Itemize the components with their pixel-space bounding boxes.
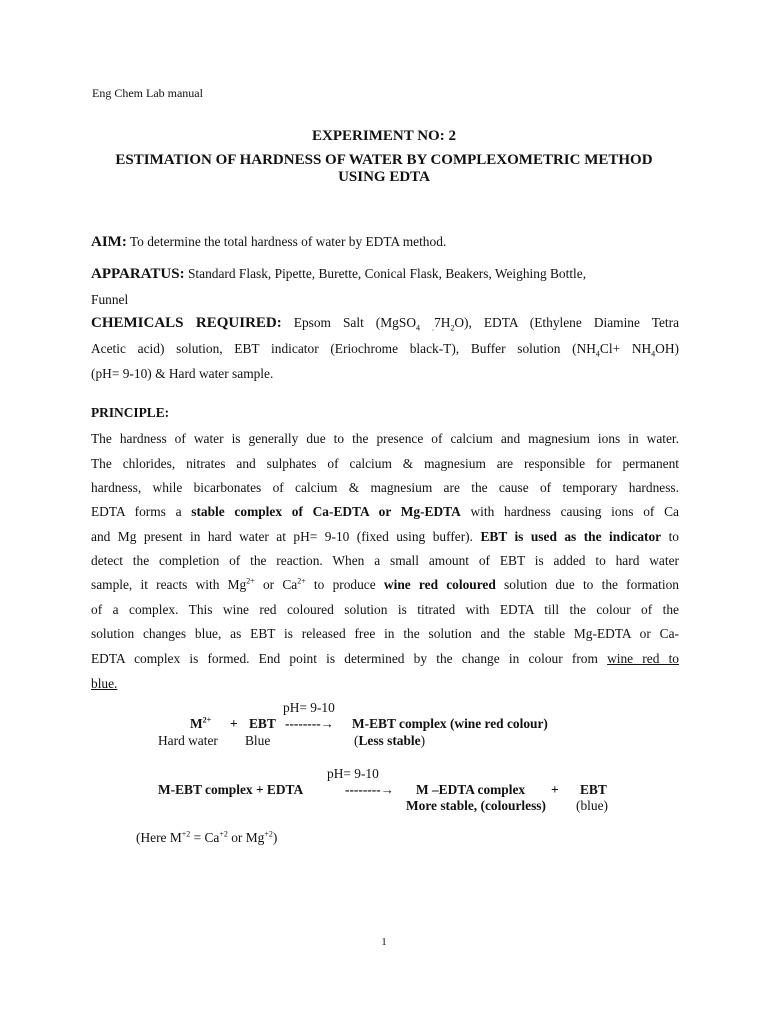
reaction-2-arrow: --------→ (345, 782, 395, 797)
chemicals-label: CHEMICALS REQUIRED: (91, 315, 282, 331)
apparatus-text-cont: Funnel (91, 292, 129, 307)
principle-line: solution changes blue, as EBT is released free in the solution and the stable Mg-EDTA or Ca- (91, 626, 679, 641)
apparatus-section (91, 266, 679, 283)
chemicals-section: CHEMICALS REQUIRED: Epsom Salt (MgSO$_4$ $_.7H_2O$), EDTA (Ethylene Diamine Tetra (91, 315, 680, 333)
principle-line: EDTA complex is formed. End point is determined by the change in colour from wine red to (91, 651, 680, 666)
reaction-1-product: M-EBT complex (wine red colour) (352, 716, 548, 731)
apparatus-label: APPARATUS: (91, 266, 185, 282)
title-line-1: ESTIMATION OF HARDNESS OF WATER BY COMPLEXOMETRIC METHOD (115, 152, 653, 168)
title-line-2: USING EDTA (338, 169, 430, 185)
reaction-1-ebt: EBT (249, 716, 276, 731)
reaction-2-reactants: M-EBT complex + EDTA (158, 782, 304, 797)
indicator-highlight: EBT is used as the indicator (480, 529, 662, 544)
aim-label: AIM: (91, 234, 127, 250)
principle-line: and Mg present in hard water at pH= 9-10 (fixed using buffer). EBT is used as the indicator to (91, 529, 679, 544)
experiment-title (0, 152, 768, 186)
chemicals-line-2: Acetic acid) solution, EBT indicator (Eriochrome black-T), Buffer solution $(NH_4Cl+ NH_4OH)$ (91, 341, 679, 359)
ion-note: (Here $M^{+2} = Ca^{+2}$ or $Mg^{+2}$) (136, 829, 278, 845)
reaction-1-plus: + (230, 716, 238, 731)
principle-line: detect the completion of the reaction. When a small amount of EBT is added to hard water (91, 553, 679, 568)
reaction-1-arrow: --------→ (285, 716, 335, 731)
principle-line: The hardness of water is generally due to the presence of calcium and magnesium ions in water. (91, 431, 679, 446)
endpoint-underline: wine red to (607, 651, 680, 666)
reaction-2-label-blue: (blue) (576, 798, 608, 813)
chemicals-line-3: (pH= 9-10) & Hard water sample. (91, 366, 274, 381)
reaction-1-label-blue: Blue (245, 733, 271, 748)
running-header: Eng Chem Lab manual (92, 86, 203, 100)
apparatus-text: Standard Flask, Pipette, Burette, Conical Flask, Beakers, Weighing Bottle, (184, 266, 587, 281)
reaction-2-plus: + (551, 782, 559, 797)
reaction-2-condition: pH= 9-10 (327, 766, 379, 781)
reaction-2-product-1: M –EDTA complex (416, 782, 526, 797)
principle-line: The chlorides, nitrates and sulphates of calcium & magnesium are responsible for permanent (91, 456, 679, 471)
experiment-number: EXPERIMENT NO: 2 (312, 128, 456, 144)
aim-section (91, 234, 679, 251)
reaction-2-product-2: EBT (580, 782, 607, 797)
principle-line: EDTA forms a stable complex of Ca-EDTA or Mg-EDTA with hardness causing ions of Ca (91, 504, 679, 519)
page-number: 1 (381, 936, 387, 948)
reaction-2-label-stability: More stable, (colourless) (406, 798, 546, 813)
principle-line: hardness, while bicarbonates of calcium & magnesium are the cause of temporary hardness. (91, 480, 679, 495)
reaction-1-metal: $M^{2+}$ (190, 715, 212, 731)
wine-red-highlight: wine red coloured (383, 577, 496, 592)
principle-label: PRINCIPLE: (91, 405, 170, 420)
stable-complex-highlight: stable complex of Ca-EDTA or Mg-EDTA (191, 504, 461, 519)
aim-text: To determine the total hardness of water by EDTA method. (126, 234, 447, 249)
principle-line: blue. (91, 676, 118, 691)
reaction-1-label-hard-water: Hard water (158, 733, 218, 748)
principle-line: of a complex. This wine red coloured solution is titrated with EDTA till the colour of the (91, 602, 679, 617)
reaction-1-stability: (Less stable) (354, 733, 426, 748)
principle-line: sample, it reacts with $Mg^{2+}$ or $Ca^{2+}$ to produce wine red coloured solution due to the formation (91, 576, 679, 592)
reaction-1-condition: pH= 9-10 (283, 700, 335, 715)
